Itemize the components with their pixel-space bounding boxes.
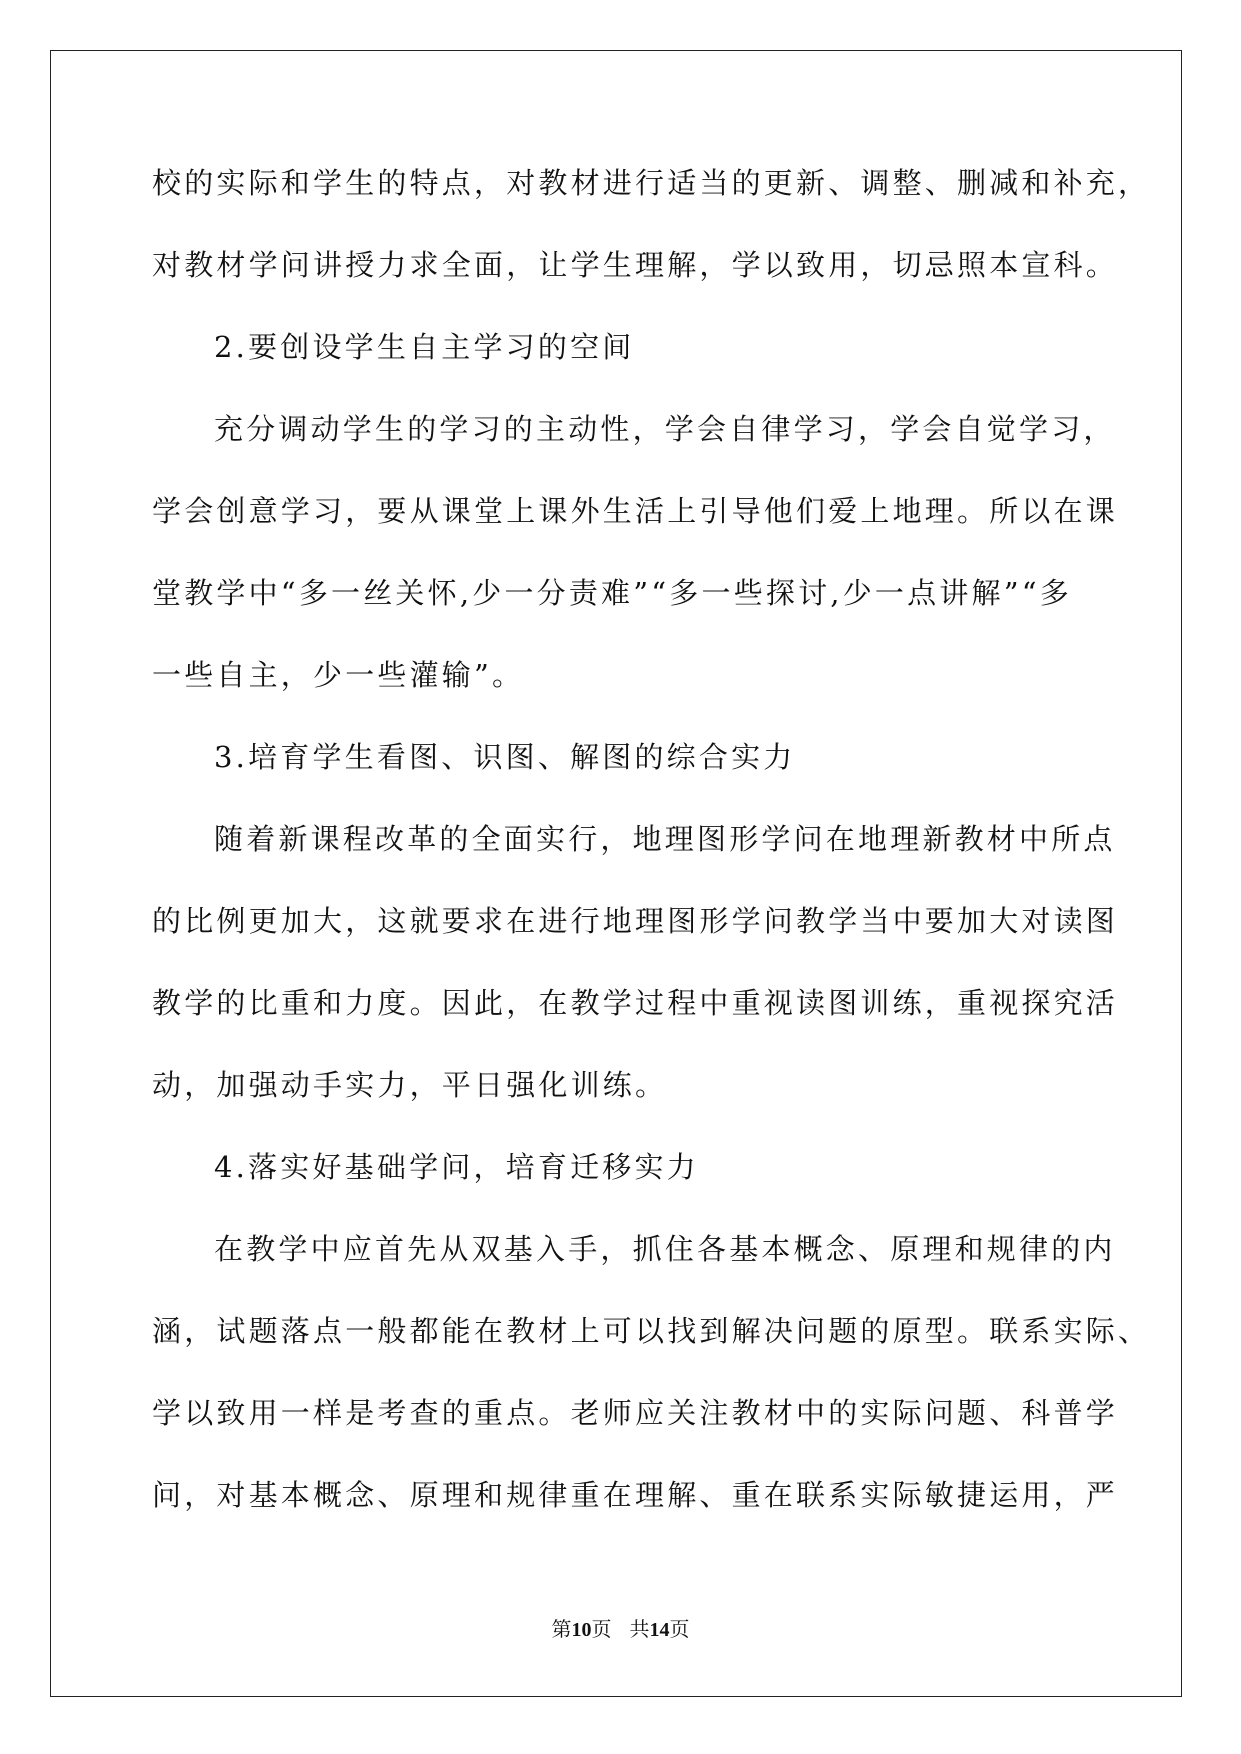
paragraph-line: 随着新课程改革的全面实行，地理图形学问在地理新教材中所点 bbox=[214, 822, 1116, 856]
page-number: 10 bbox=[571, 1619, 592, 1641]
section-heading: 3.培育学生看图、识图、解图的综合实力 bbox=[214, 740, 796, 774]
paragraph-line: 涵，试题落点一般都能在教材上可以找到解决问题的原型。联系实际、 bbox=[152, 1314, 1151, 1348]
page-suffix: 页 bbox=[591, 1617, 612, 1641]
page-border bbox=[50, 50, 1182, 1697]
paragraph-line: 学会创意学习，要从课堂上课外生活上引导他们爱上地理。所以在课 bbox=[152, 494, 1119, 528]
page-prefix: 第 bbox=[551, 1617, 572, 1641]
paragraph-line: 充分调动学生的学习的主动性，学会自律学习，学会自觉学习， bbox=[214, 412, 1116, 446]
paragraph-line: 校的实际和学生的特点，对教材进行适当的更新、调整、删减和补充， bbox=[152, 166, 1151, 200]
total-pages: 14 bbox=[649, 1619, 670, 1641]
paragraph-line: 教学的比重和力度。因此，在教学过程中重视读图训练，重视探究活 bbox=[152, 986, 1119, 1020]
page-footer bbox=[0, 1617, 1241, 1642]
paragraph-line: 学以致用一样是考查的重点。老师应关注教材中的实际问题、科普学 bbox=[152, 1396, 1119, 1430]
paragraph-line: 一些自主，少一些灌输”。 bbox=[152, 658, 525, 692]
paragraph-line: 的比例更加大，这就要求在进行地理图形学问教学当中要加大对读图 bbox=[152, 904, 1119, 938]
paragraph-line: 对教材学问讲授力求全面，让学生理解，学以致用，切忌照本宣科。 bbox=[152, 248, 1119, 282]
total-suffix: 页 bbox=[669, 1617, 690, 1641]
section-heading: 4.落实好基础学问，培育迁移实力 bbox=[214, 1150, 699, 1184]
section-heading: 2.要创设学生自主学习的空间 bbox=[214, 330, 635, 364]
paragraph-line: 问，对基本概念、原理和规律重在理解、重在联系实际敏捷运用，严 bbox=[152, 1478, 1119, 1512]
paragraph-line: 动，加强动手实力，平日强化训练。 bbox=[152, 1068, 668, 1102]
total-prefix: 共 bbox=[629, 1617, 650, 1641]
paragraph-line: 堂教学中“多一丝关怀,少一分责难”“多一些探讨,少一点讲解”“多 bbox=[152, 576, 1072, 610]
paragraph-line: 在教学中应首先从双基入手，抓住各基本概念、原理和规律的内 bbox=[214, 1232, 1116, 1266]
